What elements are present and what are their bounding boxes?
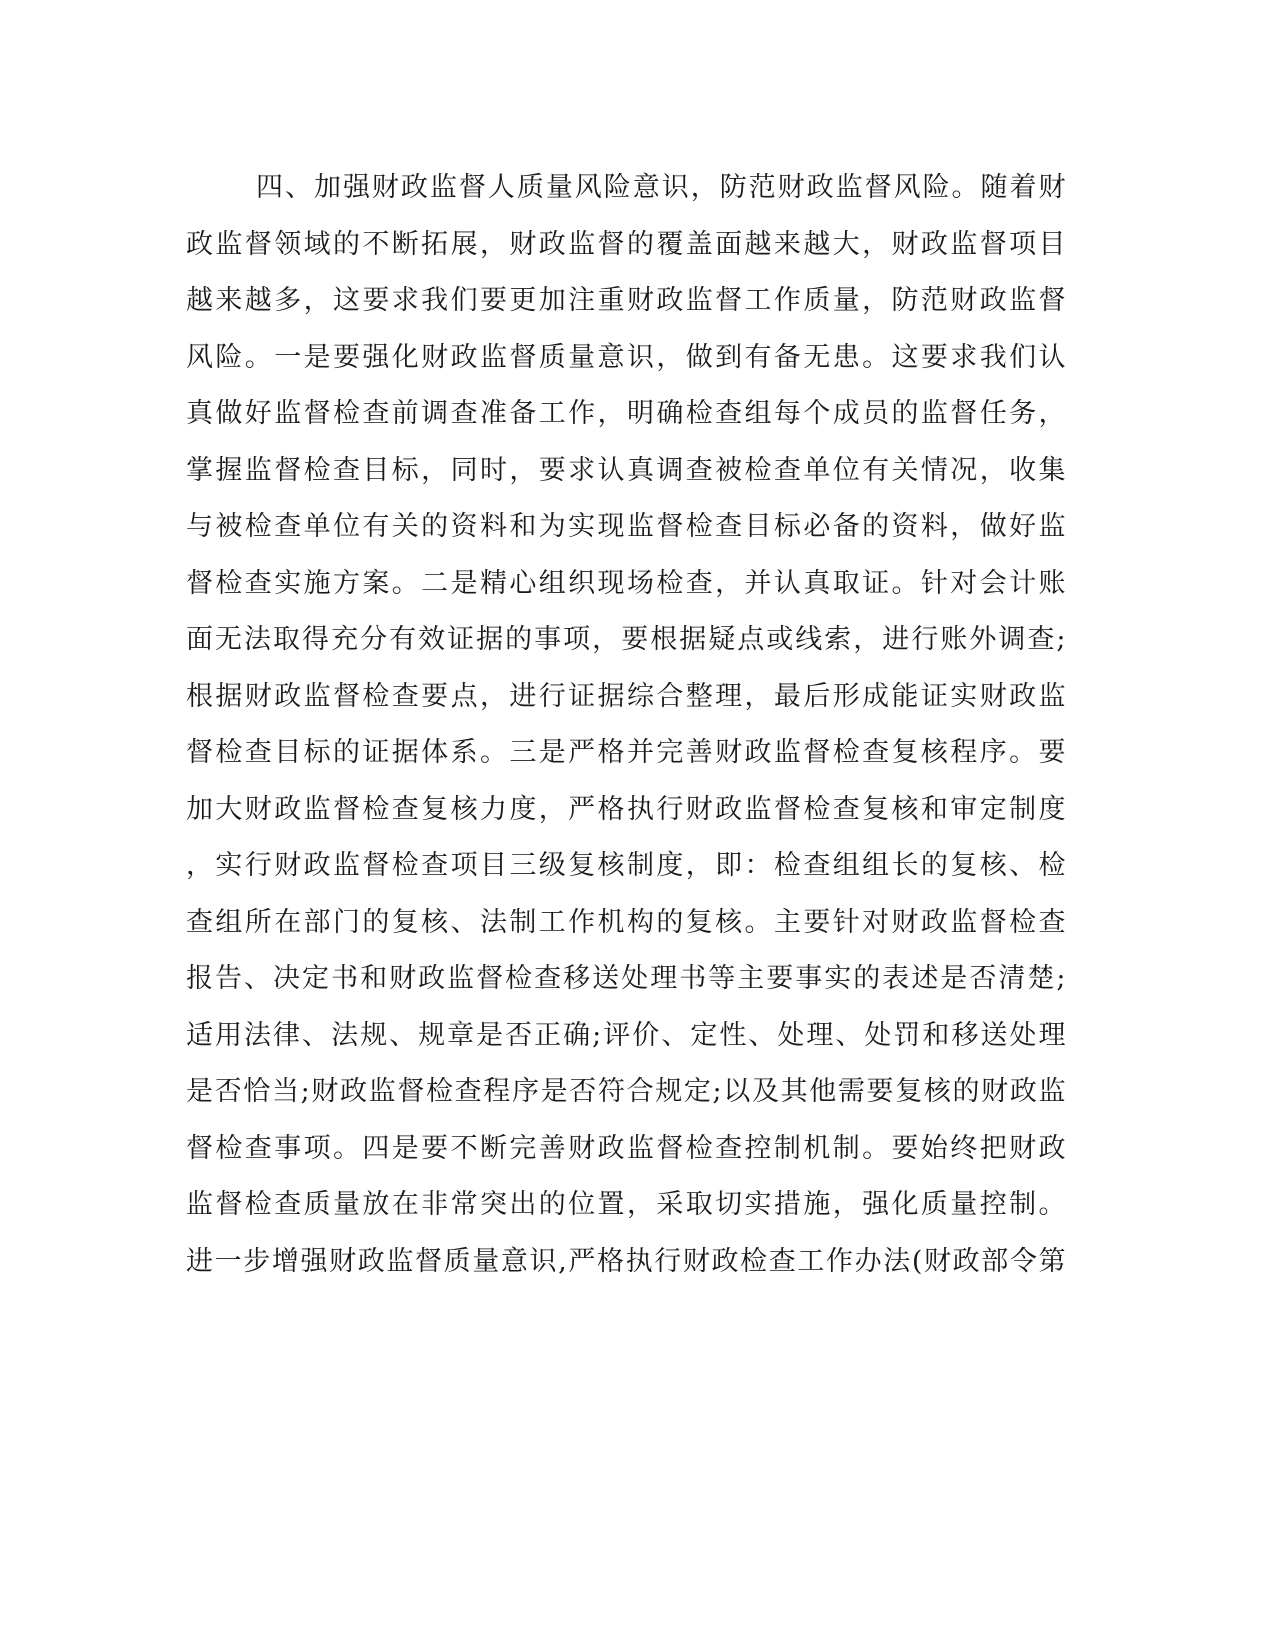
text-line-4: 风险。一是要强化财政监督质量意识，做到有备无患。这要求我们认 <box>186 341 1066 373</box>
text-line-17: 是否恰当;财政监督检查程序是否符合规定;以及其他需要复核的财政监 <box>186 1076 1066 1107</box>
text-line-20: 进一步增强财政监督质量意识,严格执行财政检查工作办法(财政部令第 <box>186 1245 1066 1277</box>
text-line-14: 查组所在部门的复核、法制工作机构的复核。主要针对财政监督检查 <box>186 906 1066 938</box>
text-line-18: 督检查事项。四是要不断完善财政监督检查控制机制。要始终把财政 <box>186 1132 1066 1164</box>
text-line-10: 根据财政监督检查要点，进行证据综合整理，最后形成能证实财政监 <box>186 680 1066 712</box>
text-line-13: ，实行财政监督检查项目三级复核制度，即：检查组组长的复核、检 <box>186 850 1066 881</box>
text-line-8: 督检查实施方案。二是精心组织现场检查，并认真取证。针对会计账 <box>186 567 1066 599</box>
text-line-7: 与被检查单位有关的资料和为实现监督检查目标必备的资料，做好监 <box>186 511 1066 542</box>
text-line-11: 督检查目标的证据体系。三是严格并完善财政监督检查复核程序。要 <box>186 737 1066 768</box>
body-paragraph <box>186 160 1066 1290</box>
text-line-16: 适用法律、法规、规章是否正确;评价、定性、处理、处罚和移送处理 <box>186 1019 1066 1051</box>
text-line-12: 加大财政监督检查复核力度，严格执行财政监督检查复核和审定制度 <box>186 793 1066 825</box>
text-line-1: 四、加强财政监督人质量风险意识，防范财政监督风险。随着财 <box>256 172 1066 203</box>
text-line-6: 掌握监督检查目标，同时，要求认真调查被检查单位有关情况，收集 <box>186 454 1066 486</box>
text-line-5: 真做好监督检查前调查准备工作，明确检查组每个成员的监督任务， <box>186 398 1066 429</box>
text-line-15: 报告、决定书和财政监督检查移送处理书等主要事实的表述是否清楚; <box>186 963 1066 994</box>
text-line-9: 面无法取得充分有效证据的事项，要根据疑点或线索，进行账外调查; <box>186 624 1066 655</box>
text-line-3: 越来越多，这要求我们要更加注重财政监督工作质量，防范财政监督 <box>186 285 1066 316</box>
text-line-2: 政监督领域的不断拓展，财政监督的覆盖面越来越大，财政监督项目 <box>186 228 1066 260</box>
text-line-19: 监督检查质量放在非常突出的位置，采取切实措施，强化质量控制。 <box>186 1189 1066 1220</box>
